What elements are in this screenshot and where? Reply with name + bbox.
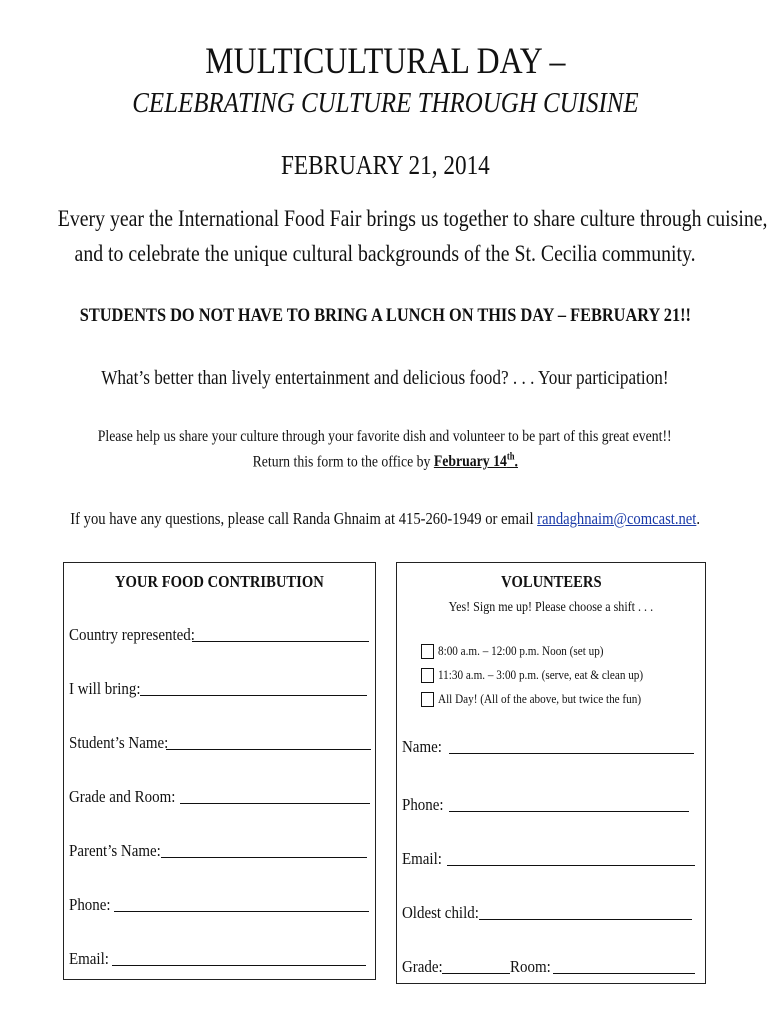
- volunteers-box-title: VOLUNTEERS: [500, 572, 602, 591]
- food-phone-field[interactable]: Phone:: [69, 895, 369, 915]
- questions-prefix: If you have any questions, please call Randa Ghnaim at 415-260-1949 or email: [70, 509, 538, 528]
- page-title: MULTICULTURAL DAY –: [204, 41, 566, 82]
- shift-option-morning[interactable]: 8:00 a.m. – 12:00 p.m. Noon (set up): [421, 643, 630, 659]
- food-box-title: YOUR FOOD CONTRIBUTION: [115, 572, 324, 591]
- shift-option-all-day[interactable]: All Day! (All of the above, but twice the fun): [421, 691, 674, 707]
- checkbox-icon[interactable]: [421, 644, 434, 659]
- intro-line-2: and to celebrate the unique cultural backgrounds of the St. Cecilia community.: [74, 241, 696, 266]
- oldest-child-field[interactable]: Oldest child:: [402, 903, 692, 923]
- intro-line-1: Every year the International Food Fair brings us together to share culture through cuisine,: [57, 206, 768, 231]
- questions-suffix: .: [696, 509, 700, 528]
- contact-email-link[interactable]: randaghnaim@comcast.net: [537, 509, 697, 528]
- food-contribution-box: [63, 562, 376, 980]
- parent-name-field[interactable]: Parent’s Name:: [69, 841, 367, 861]
- food-email-field[interactable]: Email:: [69, 949, 366, 969]
- event-date: FEBRUARY 21, 2014: [280, 150, 490, 180]
- questions-line: [0, 509, 770, 529]
- page-subtitle: CELEBRATING CULTURE THROUGH CUISINE: [131, 87, 639, 119]
- lunch-notice: STUDENTS DO NOT HAVE TO BRING A LUNCH ON THIS DAY – FEBRUARY 21!!: [79, 305, 691, 326]
- return-prefix: Return this form to the office by: [252, 453, 434, 471]
- volunteer-email-field[interactable]: Email:: [402, 849, 695, 869]
- return-suffix: .: [514, 453, 518, 471]
- sign-up-text: Yes! Sign me up! Please choose a shift . . .: [448, 600, 654, 615]
- volunteer-name-field[interactable]: Name:: [402, 737, 694, 757]
- grade-room-volunteer-field[interactable]: Grade: Room:: [402, 957, 695, 977]
- grade-room-field[interactable]: Grade and Room:: [69, 787, 370, 807]
- volunteer-phone-field[interactable]: Phone:: [402, 795, 689, 815]
- return-line: [0, 452, 770, 471]
- checkbox-icon[interactable]: [421, 692, 434, 707]
- return-date: February 14th: [433, 452, 515, 471]
- checkbox-icon[interactable]: [421, 668, 434, 683]
- will-bring-field[interactable]: I will bring:: [69, 679, 367, 699]
- volunteers-box: [396, 562, 706, 984]
- participation-line: What’s better than lively entertainment and delicious food? . . . Your participation!: [101, 367, 669, 389]
- country-field[interactable]: Country represented:: [69, 625, 369, 645]
- student-name-field[interactable]: Student’s Name:: [69, 733, 371, 753]
- help-line: Please help us share your culture through your favorite dish and volunteer to be part of this great event!!: [98, 428, 672, 445]
- shift-option-afternoon[interactable]: 11:30 a.m. – 3:00 p.m. (serve, eat & clean up): [421, 667, 677, 683]
